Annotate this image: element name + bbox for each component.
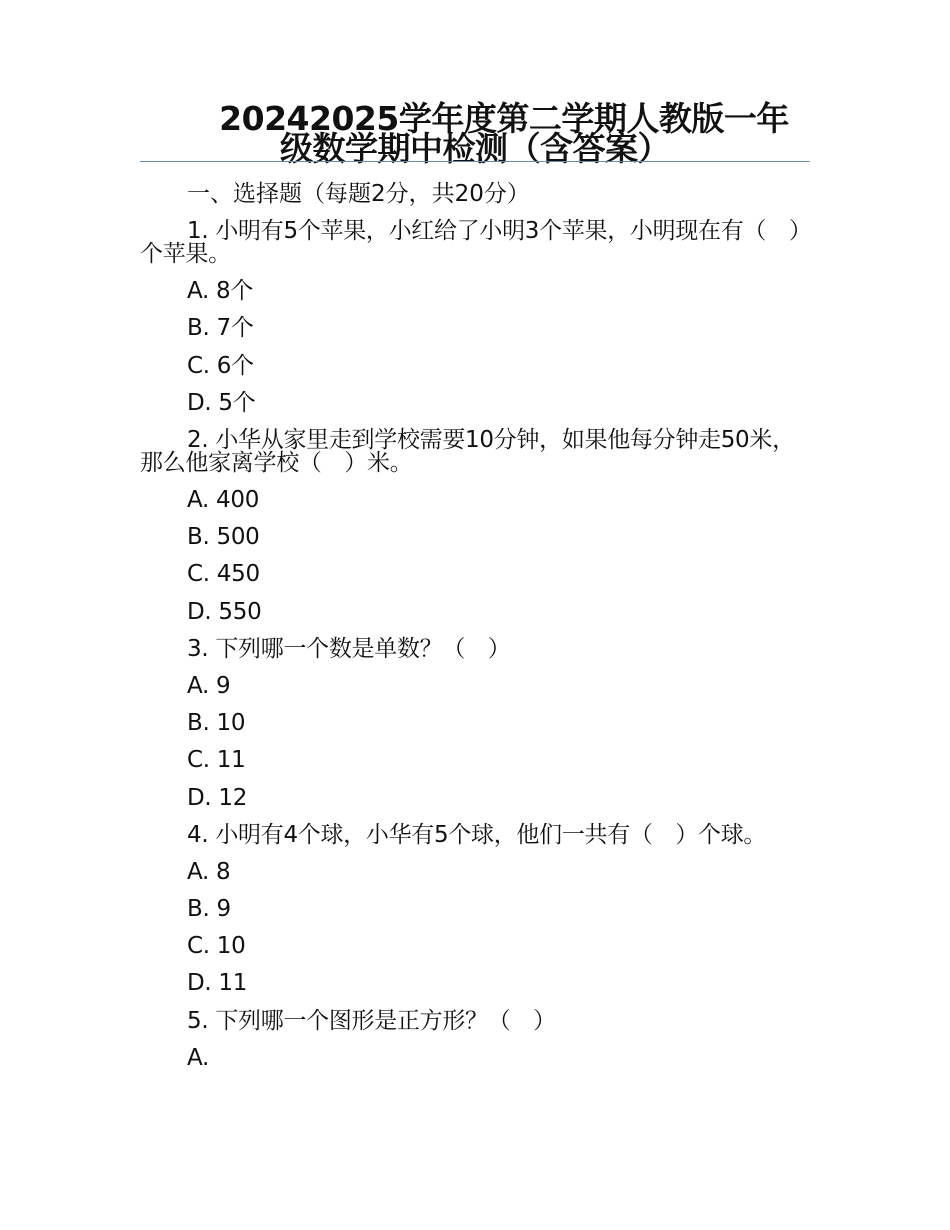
page-title [140,99,810,168]
question-4-option-b: B. 9 [187,896,231,923]
question-5-stem: 5. 下列哪一个图形是正方形？（ ） [187,1007,556,1034]
question-4-stem: 4. 小明有4个球，小华有5个球，他们一共有（ ）个球。 [187,821,767,848]
title-line-2: 级数学期中检测（含答案） [280,129,670,168]
question-5-option-a: A. [187,1044,210,1071]
question-2-option-a: A. 400 [187,487,260,514]
question-1-option-c: C. 6个 [187,352,254,379]
question-4-option-d: D. 11 [187,970,248,997]
question-2-option-c: C. 450 [187,561,260,588]
question-3-option-c: C. 11 [187,747,246,774]
question-3-option-a: A. 9 [187,673,231,700]
title-divider [140,161,810,162]
question-1-option-a: A. 8个 [187,278,254,305]
document-body [140,176,812,1077]
question-1-option-b: B. 7个 [187,315,254,342]
question-1-stem: 1. 小明有5个苹果，小红给了小明3个苹果，小明现在有（ ）个苹果。 [140,218,812,268]
title-line-1: 20242025学年度第二学期人教版一年 [219,99,789,138]
question-4-option-c: C. 10 [187,933,246,960]
section-title: 一、选择题（每题2分，共20分） [187,181,530,207]
question-4-option-a: A. 8 [187,858,231,885]
question-3-option-d: D. 12 [187,784,248,811]
question-1-option-d: D. 5个 [187,389,256,416]
question-3-stem: 3. 下列哪一个数是单数？（ ） [187,635,511,662]
question-2-stem: 2. 小华从家里走到学校需要10分钟，如果他每分钟走50米，那么他家离学校（ ）米。 [140,427,795,477]
question-3-option-b: B. 10 [187,710,246,737]
question-2-option-b: B. 500 [187,524,260,551]
question-2-option-d: D. 550 [187,598,262,625]
